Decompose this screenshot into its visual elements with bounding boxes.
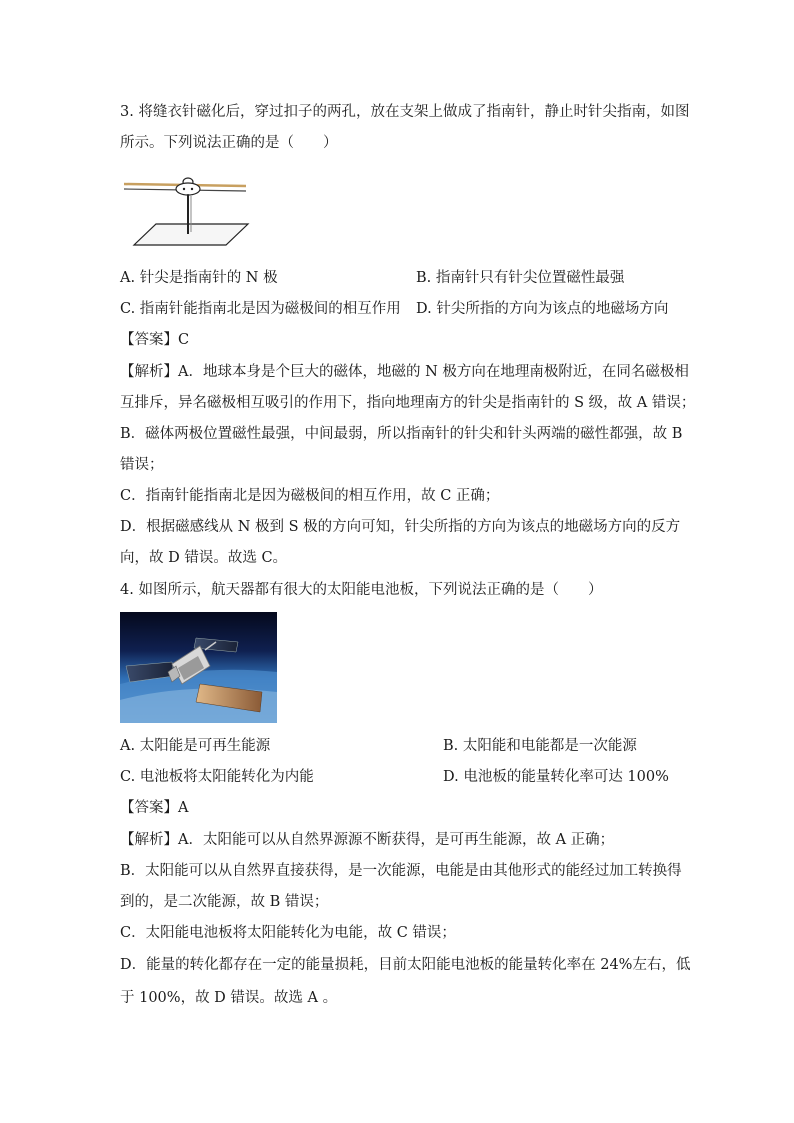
q4-analysis-line: 于 100%，故 D 错误。故选 A 。 xyxy=(120,990,338,1006)
q4-option-b: B. 太阳能和电能都是一次能源 xyxy=(443,738,637,754)
q3-analysis-line: B．磁体两极位置磁性最强，中间最弱，所以指南针的针尖和针头两端的磁性都强，故 B xyxy=(120,426,683,442)
q3-analysis-line: 互排斥，异名磁极相互吸引的作用下，指向地理南方的针尖是指南针的 S 级，故 A 错误； xyxy=(120,395,696,411)
q3-analysis-line: D．根据磁感线从 N 极到 S 极的方向可知，针尖所指的方向为该点的地磁场方向的反方 xyxy=(120,519,681,535)
q4-stem: 4. 如图所示，航天器都有很大的太阳能电池板，下列说法正确的是（ ） xyxy=(120,582,603,598)
spacecraft-photo xyxy=(120,612,277,723)
q3-option-a: A. 针尖是指南针的 N 极 xyxy=(120,270,278,286)
q3-analysis-line: 向，故 D 错误。故选 C。 xyxy=(120,550,288,566)
q3-stem-line1: 3. 将缝衣针磁化后，穿过扣子的两孔，放在支架上做成了指南针，静止时针尖指南，如图 xyxy=(120,104,690,120)
compass-needle-figure xyxy=(120,172,252,248)
q4-option-d: D. 电池板的能量转化率可达 100% xyxy=(443,769,669,785)
q3-analysis-line: C．指南针能指南北是因为磁极间的相互作用，故 C 正确； xyxy=(120,488,500,504)
q4-answer: 【答案】A xyxy=(120,800,189,816)
q3-analysis-line: 错误； xyxy=(120,457,164,473)
q3-option-c: C. 指南针能指南北是因为磁极间的相互作用 xyxy=(120,301,401,317)
q3-option-b: B. 指南针只有针尖位置磁性最强 xyxy=(416,270,625,286)
q4-analysis-line: 到的，是二次能源，故 B 错误； xyxy=(120,894,329,910)
q4-analysis-line: B．太阳能可以从自然界直接获得，是一次能源，电能是由其他形式的能经过加工转换得 xyxy=(120,863,682,879)
q4-analysis-line: C．太阳能电池板将太阳能转化为电能，故 C 错误； xyxy=(120,925,456,941)
q3-stem-line2: 所示。下列说法正确的是（ ） xyxy=(120,135,338,151)
q4-option-c: C. 电池板将太阳能转化为内能 xyxy=(120,769,314,785)
q3-option-d: D. 针尖所指的方向为该点的地磁场方向 xyxy=(416,301,669,317)
q4-analysis-line: 【解析】A．太阳能可以从自然界源源不断获得，是可再生能源，故 A 正确； xyxy=(120,832,615,848)
q4-option-a: A. 太阳能是可再生能源 xyxy=(120,738,271,754)
q4-analysis-line: D．能量的转化都存在一定的能量损耗，目前太阳能电池板的能量转化率在 24%左右，低 xyxy=(120,957,691,973)
q3-answer: 【答案】C xyxy=(120,332,190,348)
q3-analysis-line: 【解析】A．地球本身是个巨大的磁体，地磁的 N 极方向在地理南极附近，在同名磁极相 xyxy=(120,364,689,380)
